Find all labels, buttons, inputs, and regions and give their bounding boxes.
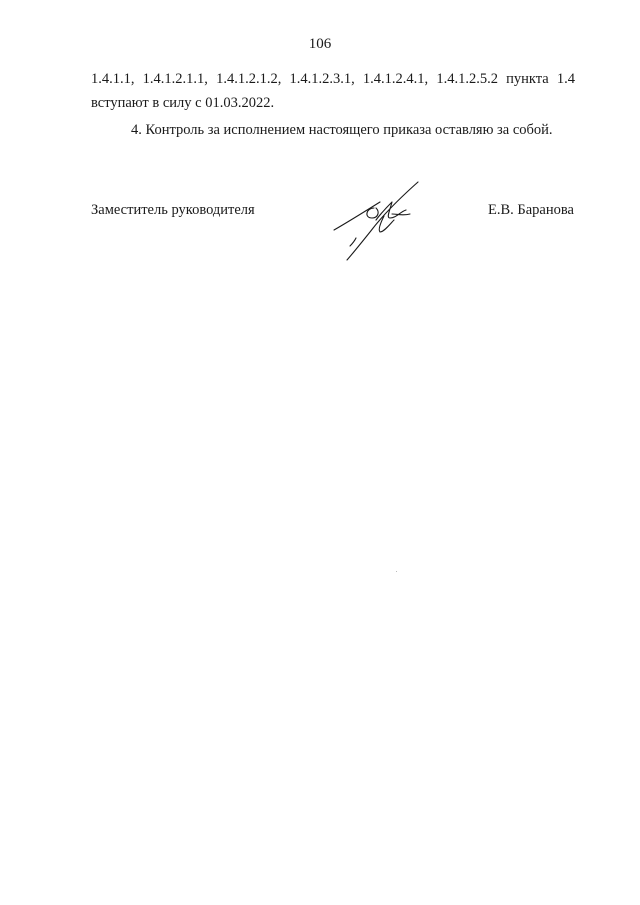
paragraph-2: 4. Контроль за исполнением настоящего приказа оставляю за собой. <box>131 122 553 138</box>
page-number: 106 <box>308 36 332 52</box>
paragraph-1-line-2: вступают в силу с 01.03.2022. <box>91 95 275 111</box>
signatory-name: Е.В. Баранова <box>488 202 574 218</box>
scan-speck <box>396 571 397 572</box>
signature-icon <box>330 178 425 263</box>
paragraph-1-line-1: 1.4.1.1, 1.4.1.2.1.1, 1.4.1.2.1.2, 1.4.1.2.3.1, 1.4.1.2.4.1, 1.4.1.2.5.2 пункта 1.4 <box>91 71 575 87</box>
signatory-position-title: Заместитель руководителя <box>91 202 255 218</box>
